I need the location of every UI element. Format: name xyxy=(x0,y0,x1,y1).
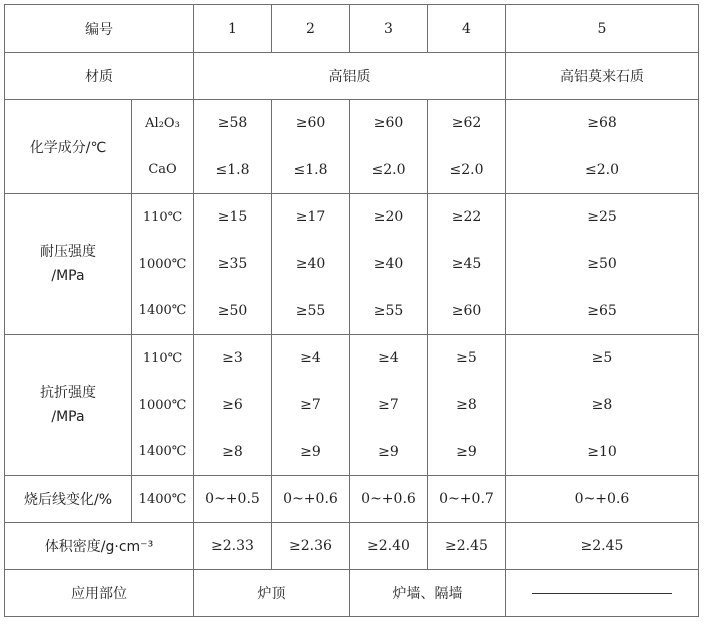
chem-cao-3: ≤2.0 xyxy=(350,147,428,194)
compress-val: ≥35 xyxy=(194,241,272,288)
compress-row-110 xyxy=(5,194,699,241)
chem-al-3: ≥60 xyxy=(350,100,428,147)
header-num-4: 4 xyxy=(428,5,506,53)
flex-val: ≥10 xyxy=(506,429,699,476)
compress-val: ≥50 xyxy=(506,241,699,288)
chem-al-5: ≥68 xyxy=(506,100,699,147)
flex-label xyxy=(5,335,132,476)
flex-val: ≥3 xyxy=(194,335,272,382)
usage-wall: 炉墙、隔墙 xyxy=(350,570,506,617)
compress-label xyxy=(5,194,132,335)
flex-val: ≥8 xyxy=(194,429,272,476)
flex-val: ≥4 xyxy=(350,335,428,382)
flex-val: ≥4 xyxy=(272,335,350,382)
chem-label: 化学成分/℃ xyxy=(5,100,132,194)
shrink-val: 0~+0.7 xyxy=(428,476,506,523)
compress-val: ≥40 xyxy=(350,241,428,288)
density-val: ≥2.45 xyxy=(428,523,506,570)
material-row xyxy=(5,53,699,100)
flex-label-line2: /MPa xyxy=(51,409,85,425)
chem-cao-4: ≤2.0 xyxy=(428,147,506,194)
chem-al-row xyxy=(5,100,699,147)
chem-cao-2: ≤1.8 xyxy=(272,147,350,194)
flex-val: ≥7 xyxy=(272,382,350,429)
density-val: ≥2.45 xyxy=(506,523,699,570)
header-num-5: 5 xyxy=(506,5,699,53)
flex-val: ≥8 xyxy=(428,382,506,429)
material-group-high-alumina: 高铝质 xyxy=(194,53,506,100)
density-val: ≥2.33 xyxy=(194,523,272,570)
flex-val: ≥9 xyxy=(350,429,428,476)
compress-val: ≥15 xyxy=(194,194,272,241)
usage-row xyxy=(5,570,699,617)
compress-temp: 1000℃ xyxy=(132,241,194,288)
shrink-temp: 1400℃ xyxy=(132,476,194,523)
header-num-3: 3 xyxy=(350,5,428,53)
density-val: ≥2.36 xyxy=(272,523,350,570)
empty-dash xyxy=(532,593,672,594)
compress-temp: 1400℃ xyxy=(132,288,194,335)
header-label: 编号 xyxy=(5,5,194,53)
compress-val: ≥55 xyxy=(350,288,428,335)
compress-label-line2: /MPa xyxy=(51,268,85,284)
compress-val: ≥65 xyxy=(506,288,699,335)
flex-temp: 1400℃ xyxy=(132,429,194,476)
flex-label-line1: 抗折强度 xyxy=(40,385,96,401)
flex-val: ≥9 xyxy=(272,429,350,476)
usage-label: 应用部位 xyxy=(5,570,194,617)
flex-row-110 xyxy=(5,335,699,382)
compress-val: ≥60 xyxy=(428,288,506,335)
material-label: 材质 xyxy=(5,53,194,100)
refractory-spec-table xyxy=(4,4,699,617)
compress-val: ≥45 xyxy=(428,241,506,288)
compress-temp: 110℃ xyxy=(132,194,194,241)
header-row xyxy=(5,5,699,53)
flex-val: ≥5 xyxy=(506,335,699,382)
shrink-val: 0~+0.6 xyxy=(272,476,350,523)
flex-temp: 1000℃ xyxy=(132,382,194,429)
compress-val: ≥55 xyxy=(272,288,350,335)
compress-label-line1: 耐压强度 xyxy=(40,244,96,260)
header-num-2: 2 xyxy=(272,5,350,53)
density-label: 体积密度/g·cm⁻³ xyxy=(5,523,194,570)
shrink-val: 0~+0.6 xyxy=(350,476,428,523)
flex-val: ≥9 xyxy=(428,429,506,476)
shrink-row xyxy=(5,476,699,523)
chem-cao-5: ≤2.0 xyxy=(506,147,699,194)
shrink-val: 0~+0.6 xyxy=(506,476,699,523)
shrink-label: 烧后线变化/% xyxy=(5,476,132,523)
chem-cao-label: CaO xyxy=(132,147,194,194)
flex-temp: 110℃ xyxy=(132,335,194,382)
density-val: ≥2.40 xyxy=(350,523,428,570)
flex-val: ≥7 xyxy=(350,382,428,429)
material-group-mullite: 高铝莫来石质 xyxy=(506,53,699,100)
chem-al-1: ≥58 xyxy=(194,100,272,147)
flex-val: ≥5 xyxy=(428,335,506,382)
compress-val: ≥20 xyxy=(350,194,428,241)
compress-val: ≥40 xyxy=(272,241,350,288)
flex-val: ≥8 xyxy=(506,382,699,429)
chem-al-2: ≥60 xyxy=(272,100,350,147)
shrink-val: 0~+0.5 xyxy=(194,476,272,523)
compress-val: ≥25 xyxy=(506,194,699,241)
chem-cao-1: ≤1.8 xyxy=(194,147,272,194)
density-row xyxy=(5,523,699,570)
header-num-1: 1 xyxy=(194,5,272,53)
usage-roof: 炉顶 xyxy=(194,570,350,617)
chem-al-4: ≥62 xyxy=(428,100,506,147)
compress-val: ≥50 xyxy=(194,288,272,335)
flex-val: ≥6 xyxy=(194,382,272,429)
usage-none xyxy=(506,570,699,617)
compress-val: ≥17 xyxy=(272,194,350,241)
chem-al-label: Al₂O₃ xyxy=(132,100,194,147)
compress-val: ≥22 xyxy=(428,194,506,241)
